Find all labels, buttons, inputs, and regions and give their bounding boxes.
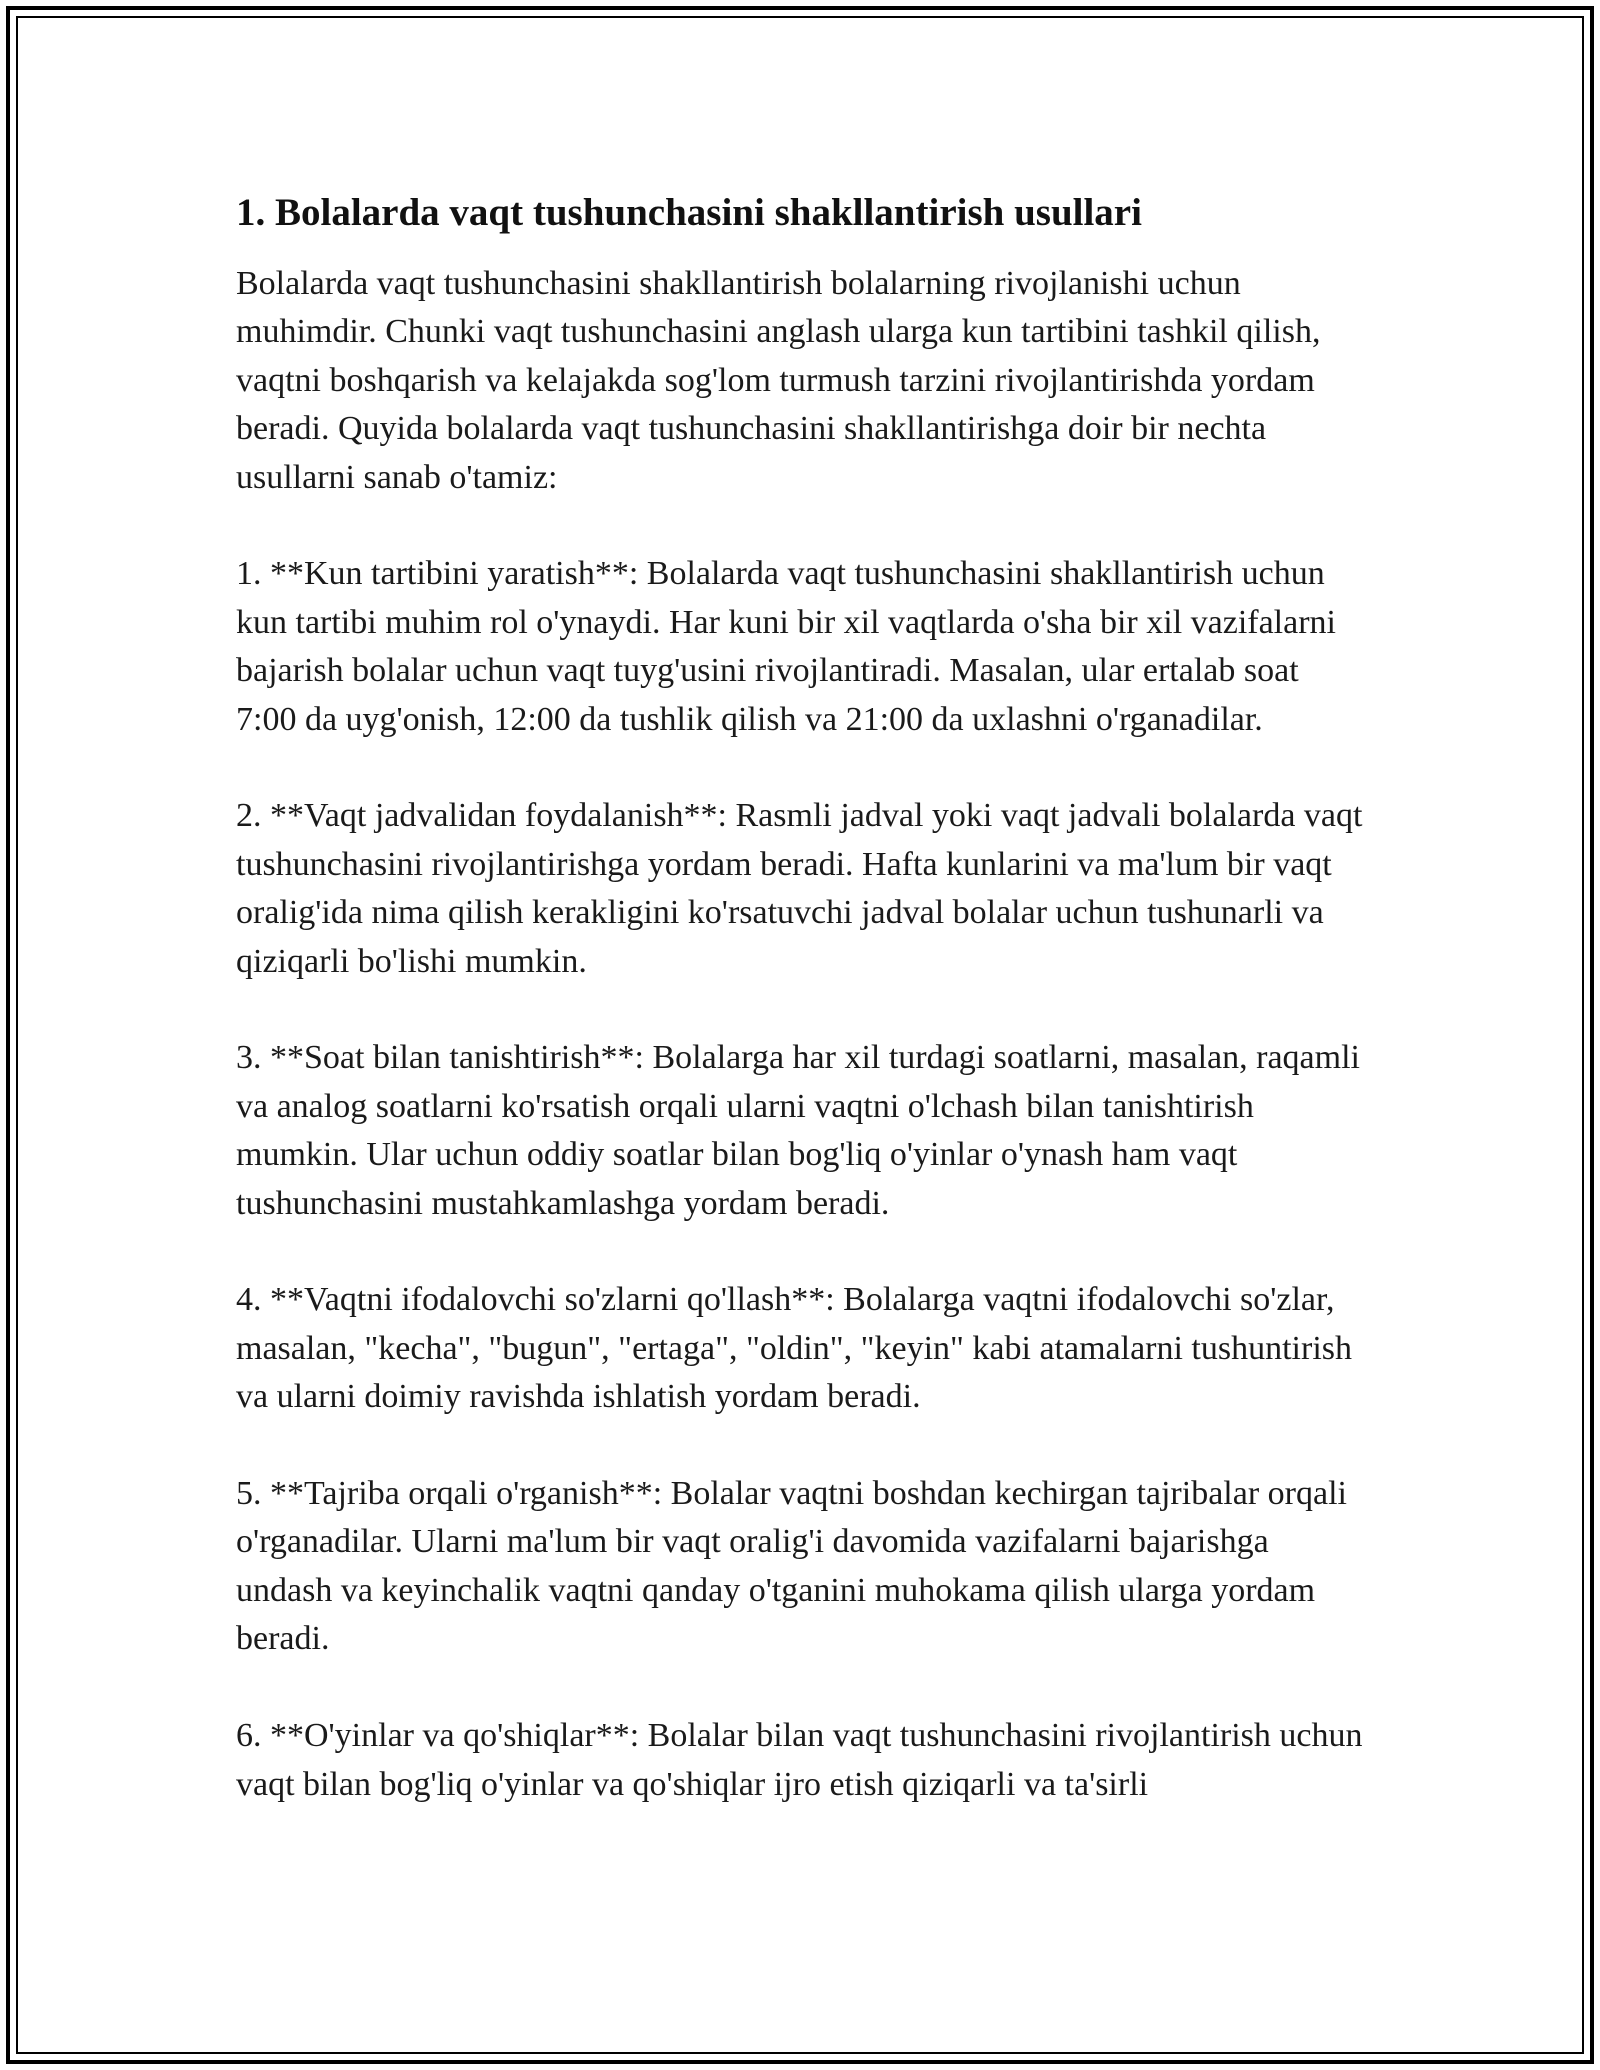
- intro-paragraph: Bolalarda vaqt tushunchasini shakllantirish bolalarning rivojlanishi uchun muhimdir. Chunki vaqt tushunchasini anglash ularga kun tartibini tashkil qilish, vaqtni boshqarish va kelajakda sog'lom turmush tarzini rivojlantirishda yordam beradi. Quyida bolalarda vaqt tushunchasini shakllantirishga doir bir nechta usullarni sanab o'tamiz:: [236, 265, 1321, 496]
- list-item-2-paragraph: 2. **Vaqt jadvalidan foydalanish**: Rasmli jadval yoki vaqt jadvali bolalarda vaqt tushunchasini rivojlantirishga yordam beradi. Hafta kunlarini va ma'lum bir vaqt oralig'ida nima qilish kerakligini ko'rsatuvchi jadval bolalar uchun tushunarli va qiziqarli bo'lishi mumkin.: [236, 797, 1363, 980]
- section-heading: 1. Bolalarda vaqt tushunchasini shakllantirish usullari: [236, 191, 1142, 234]
- list-item-4-paragraph: 4. **Vaqtni ifodalovchi so'zlarni qo'llash**: Bolalarga vaqtni ifodalovchi so'zlar, masalan, "kecha", "bugun", "ertaga", "oldin", "keyin" kabi atamalarni tushuntirish va ularni doimiy ravishda ishlatish yordam beradi.: [236, 1281, 1353, 1416]
- list-item-3-paragraph: 3. **Soat bilan tanishtirish**: Bolalarga har xil turdagi soatlarni, masalan, raqamli va analog soatlarni ko'rsatish orqali ularni vaqtni o'lchash bilan tanishtirish mumkin. Ular uchun oddiy soatlar bilan bog'liq o'yinlar o'ynash ham vaqt tushunchasini mustahkamlashga yordam beradi.: [236, 1039, 1360, 1222]
- list-item-1-paragraph: 1. **Kun tartibini yaratish**: Bolalarda vaqt tushunchasini shakllantirish uchun kun tartibi muhim rol o'ynaydi. Har kuni bir xil vaqtlarda o'sha bir xil vazifalarni bajarish bolalar uchun vaqt tuyg'usini rivojlantiradi. Masalan, ular ertalab soat 7:00 da uyg'onish, 12:00 da tushlik qilish va 21:00 da uxlashni o'rganadilar.: [236, 555, 1336, 738]
- list-item-6-paragraph: 6. **O'yinlar va qo'shiqlar**: Bolalar bilan vaqt tushunchasini rivojlantirish uchun vaqt bilan bog'liq o'yinlar va qo'shiqlar ijro etish qiziqarli va ta'sirli: [236, 1717, 1363, 1803]
- document-body: [236, 186, 1366, 1857]
- list-item-5-paragraph: 5. **Tajriba orqali o'rganish**: Bolalar vaqtni boshdan kechirgan tajribalar orqali o'rganadilar. Ularni ma'lum bir vaqt oralig'i davomida vazifalarni bajarishga undash va keyinchalik vaqtni qanday o'tganini muhokama qilish ularga yordam beradi.: [236, 1475, 1347, 1658]
